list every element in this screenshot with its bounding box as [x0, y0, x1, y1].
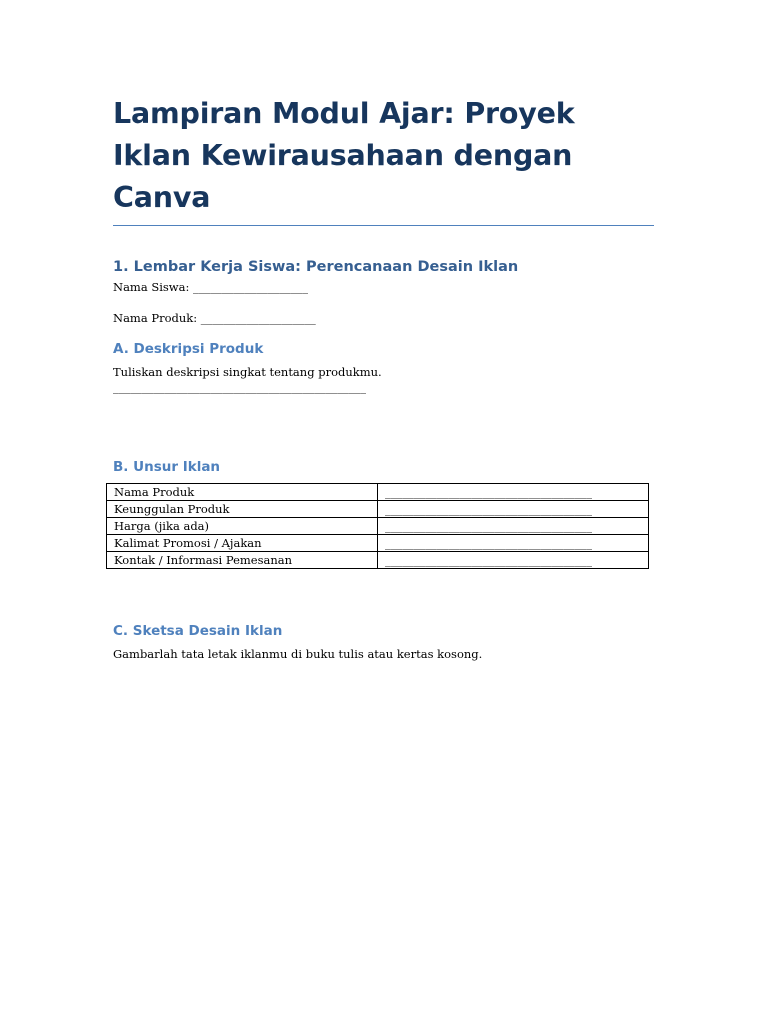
nama-produk-field: Nama Produk: ____________________ [113, 311, 316, 325]
table-cell-label: Kalimat Promosi / Ajakan [107, 535, 378, 552]
document-title: Lampiran Modul Ajar: Proyek Iklan Kewirausahaan dengan Canva [113, 93, 654, 226]
section1-heading: 1. Lembar Kerja Siswa: Perencanaan Desain Iklan [113, 259, 519, 275]
sketsa-instruction: Gambarlah tata letak iklanmu di buku tulis atau kertas kosong. [113, 647, 483, 661]
sectionC-heading: C. Sketsa Desain Iklan [113, 623, 283, 639]
table-cell-label: Kontak / Informasi Pemesanan [107, 552, 378, 569]
table-cell-label: Nama Produk [107, 484, 378, 501]
unsur-iklan-table [106, 483, 649, 569]
table-row [107, 518, 649, 535]
table-row [107, 552, 649, 569]
sectionB-heading: B. Unsur Iklan [113, 459, 221, 475]
table-cell-blank: ____________________________________ [378, 518, 649, 535]
table-cell-label: Harga (jika ada) [107, 518, 378, 535]
nama-siswa-field: Nama Siswa: ____________________ [113, 280, 309, 294]
table-cell-blank: ____________________________________ [378, 552, 649, 569]
table-cell-blank: ____________________________________ [378, 484, 649, 501]
table-row [107, 484, 649, 501]
table-row [107, 535, 649, 552]
table-row [107, 501, 649, 518]
deskripsi-answer-line: ____________________________________________ [113, 380, 366, 394]
deskripsi-instruction: Tuliskan deskripsi singkat tentang produkmu. [113, 365, 382, 379]
sectionA-heading: A. Deskripsi Produk [113, 341, 264, 357]
table-cell-label: Keunggulan Produk [107, 501, 378, 518]
table-cell-blank: ____________________________________ [378, 501, 649, 518]
table-cell-blank: ____________________________________ [378, 535, 649, 552]
